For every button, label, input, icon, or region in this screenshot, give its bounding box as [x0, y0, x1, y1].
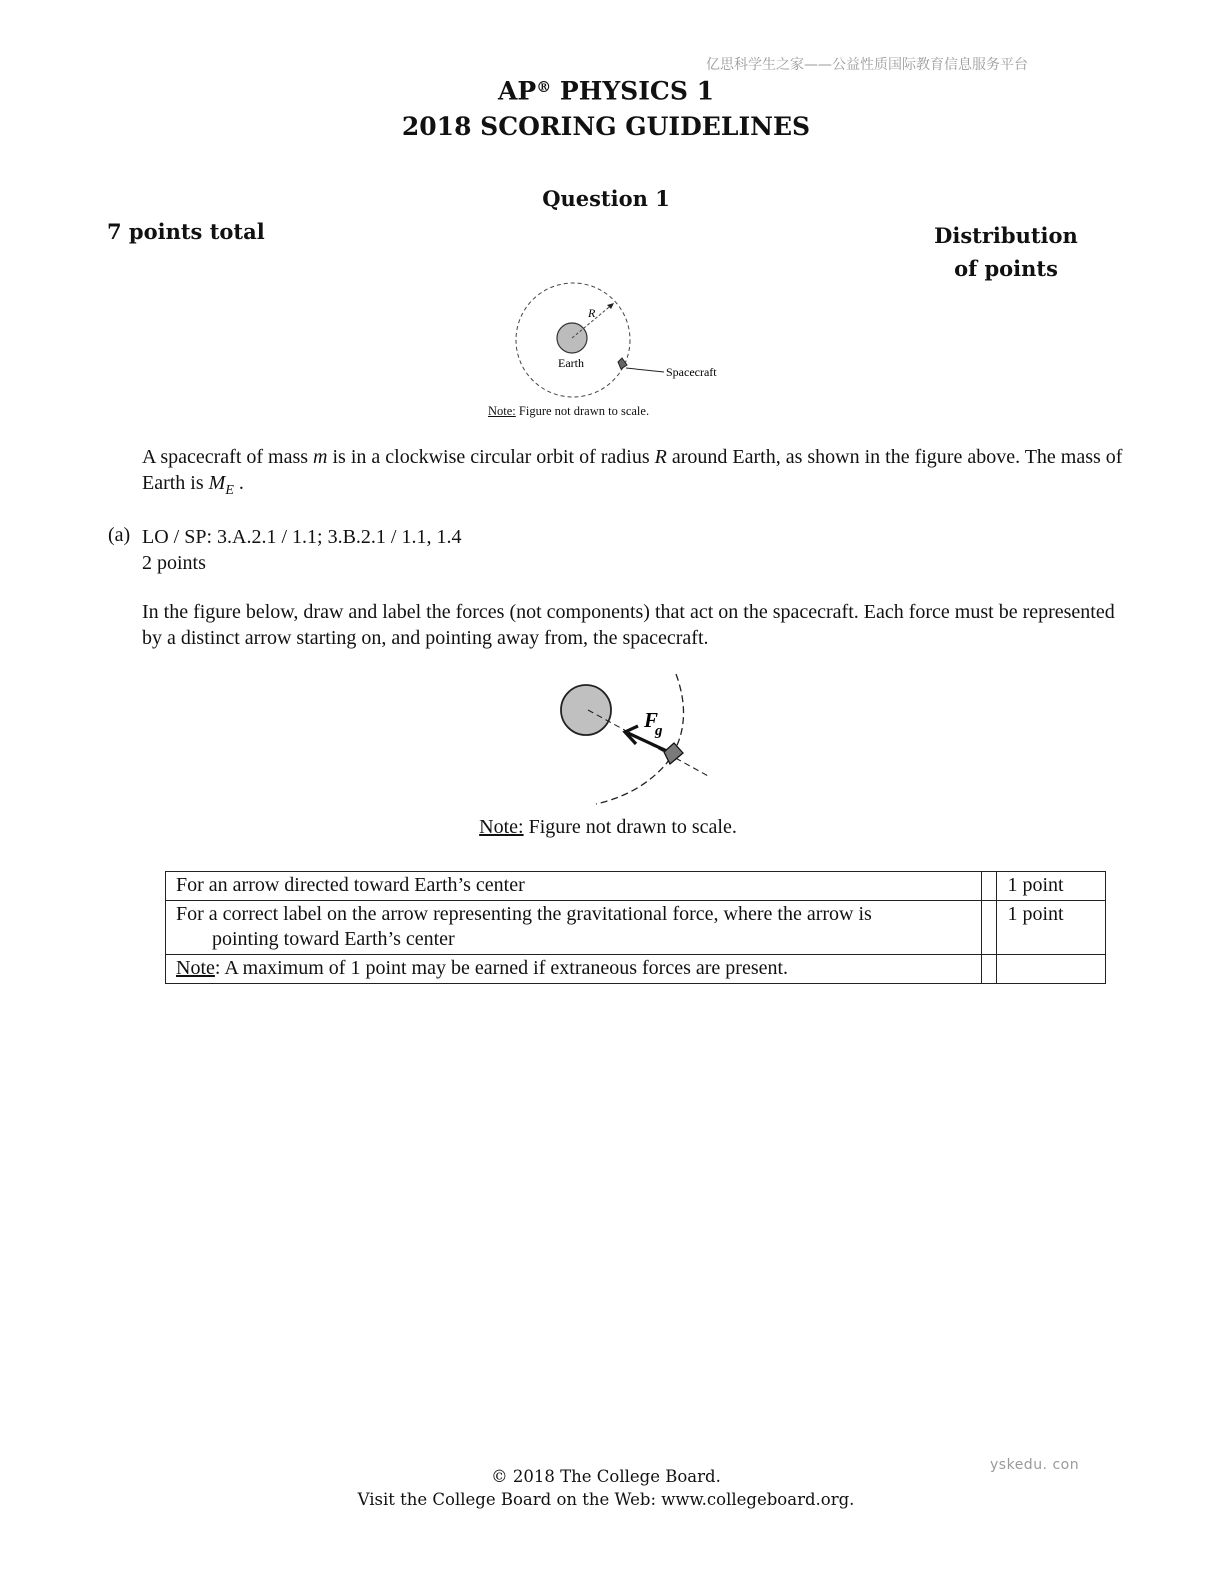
radius-symbol: R [654, 446, 667, 468]
page-title [0, 76, 1212, 105]
earth-mass-symbol: M [208, 472, 226, 494]
note-cell [166, 955, 982, 984]
spacer-cell [982, 955, 997, 984]
title-subject: PHYSICS 1 [551, 76, 714, 106]
points-cell: 1 point [997, 901, 1106, 955]
figure1-note-text: Figure not drawn to scale. [515, 404, 650, 418]
part-a-label: (a) [108, 524, 131, 546]
intro-paragraph [142, 444, 1132, 504]
table-row [166, 872, 1106, 901]
watermark-bottom: yskedu. con [990, 1457, 1080, 1473]
spacer-cell [982, 901, 997, 955]
radius-label: R [588, 306, 596, 320]
force-diagram [548, 666, 728, 816]
spacecraft-label: Spacecraft [666, 365, 717, 379]
question-title: Question 1 [542, 186, 670, 211]
figure1-note [488, 404, 649, 419]
criterion-cell: For an arrow directed toward Earth’s center [166, 872, 982, 901]
figure2-note-text: Figure not drawn to scale. [523, 816, 737, 838]
figure2-note [0, 816, 1216, 839]
criterion-text: For a correct label on the arrow representing the gravitational force, where the arrow is [176, 903, 872, 925]
criterion-text-continued: pointing toward Earth’s center [212, 928, 455, 950]
distribution-line2: of points [954, 256, 1058, 281]
part-a-header [142, 524, 1132, 576]
spacer-cell [982, 872, 997, 901]
earth-label: Earth [558, 356, 584, 370]
mass-symbol: m [313, 446, 328, 468]
intro-text-3: around Earth, as shown in the figure above. The mass of Earth is [142, 446, 1123, 494]
figure2-note-prefix: Note: [479, 816, 524, 838]
learning-objectives: LO / SP: 3.A.2.1 / 1.1; 3.B.2.1 / 1.1, 1.4 [142, 526, 462, 548]
watermark-top: 亿思科学生之家——公益性质国际教育信息服务平台 [706, 57, 1028, 73]
orbit-figure [480, 275, 740, 405]
part-a-instructions: In the figure below, draw and label the forces (not components) that act on the spacecraft. Each force must be represented by a distinct arrow starting on, and pointing away from, the spacecraft. [142, 601, 1115, 649]
scoring-table [165, 871, 1106, 984]
footer-website: Visit the College Board on the Web: www.collegeboard.org. [357, 1490, 855, 1509]
force-label: F [644, 708, 659, 732]
part-a-points: 2 points [142, 552, 206, 574]
table-row [166, 901, 1106, 955]
intro-text-1: A spacecraft of mass [142, 446, 314, 468]
distribution-line1: Distribution [934, 223, 1078, 248]
distribution-header [930, 219, 1082, 285]
table-row [166, 955, 1106, 984]
spacecraft-pointer [626, 368, 664, 372]
earth-mass-subscript: E [225, 483, 234, 498]
figure1-note-prefix: Note: [488, 404, 516, 418]
points-cell [997, 955, 1106, 984]
points-total: 7 points total [107, 219, 265, 244]
footer-copyright: © 2018 The College Board. [491, 1467, 721, 1486]
intro-text-2: is in a clockwise circular orbit of radius [327, 446, 655, 468]
spacecraft-icon [618, 358, 627, 369]
note-text: : A maximum of 1 point may be earned if extraneous forces are present. [214, 957, 789, 979]
intro-text-4: . [233, 472, 244, 494]
criterion-cell [166, 901, 982, 955]
registered-mark: ® [536, 78, 552, 96]
earth-icon [561, 685, 611, 735]
page-subtitle: 2018 SCORING GUIDELINES [401, 112, 811, 141]
points-cell: 1 point [997, 872, 1106, 901]
title-ap: AP [498, 76, 537, 106]
force-label-subscript: g [655, 723, 663, 739]
note-prefix: Note [176, 957, 215, 979]
